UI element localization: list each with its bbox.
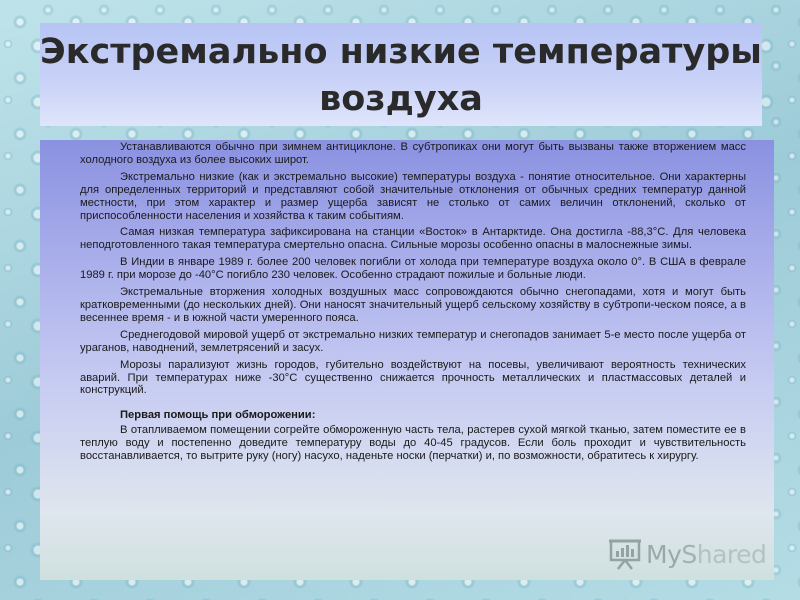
title-box — [40, 23, 762, 126]
paragraph: Среднегодовой мировой ущерб от экстремально низких температур и снегопадов занимает 5-е место после ущерба от ураганов, наводнений, землетрясений и засух. — [80, 328, 746, 354]
paragraph: Морозы парализуют жизнь городов, губительно воздействуют на посевы, увеличивают вероятность технических аварий. При температурах ниже -30°С существенно снижается прочность металлических и пластмассовых деталей и конструкций. — [80, 358, 746, 397]
first-aid-text: В отапливаемом помещении согрейте обмороженную часть тела, растерев сухой мягкой тканью, затем поместите ее в теплую воду и постепенно доведите температуру воды до 40-45 градусов. Если боль проходит и чувствительность восстанавливается, то вытрите руку (ногу) насухо, наденьте носки (перчатки) и, по возможности, обратитесь к хирургу. — [80, 424, 746, 463]
paragraph: Экстремально низкие (как и экстремально высокие) температуры воздуха - понятие относительное. Они характерны для определенных территорий и представляют собой значительные отклонения от обычных средних температур данной местности, при этом характер и размер ущерба зависят не столько от самих величин отклонений, сколько от приспособленности населения и хозяйства к таким событиям. — [80, 170, 746, 222]
watermark-logo — [608, 536, 766, 572]
slide-title: Экстремально низкие температуры воздуха — [40, 31, 762, 119]
paragraph: Устанавливаются обычно при зимнем антициклоне. В субтропиках они могут быть вызваны также вторжением масс холодного воздуха из более высоких широт. — [80, 141, 746, 166]
paragraph: Самая низкая температура зафиксирована на станции «Восток» в Антарктиде. Она достигла -88,3°С. Для человека неподготовленного такая температура смертельно опасна. Сильные морозы особенно опасны в малоснежные зимы. — [80, 226, 746, 252]
first-aid-heading: Первая помощь при обморожении: — [120, 409, 316, 422]
paragraph: В Индии в январе 1989 г. более 200 человек погибли от холода при температуре воздуха около 0°. В США в феврале 1989 г. при морозе до -40°С погибло 230 человек. Особенно страдают пожилые и больные люди. — [80, 256, 746, 282]
content-box — [40, 140, 774, 580]
watermark-text: MyShared — [646, 539, 767, 569]
paragraph: Экстремальные вторжения холодных воздушных масс сопровождаются обычно снегопадами, хотя и могут быть кратковременными (до нескольких дней). Они наносят значительный ущерб сельскому хозяйству в субтропи-ческом поясе, а в весеннее время - и в южной части умеренного пояса. — [80, 286, 746, 324]
presentation-board-icon — [608, 537, 642, 571]
content-text — [80, 141, 746, 467]
